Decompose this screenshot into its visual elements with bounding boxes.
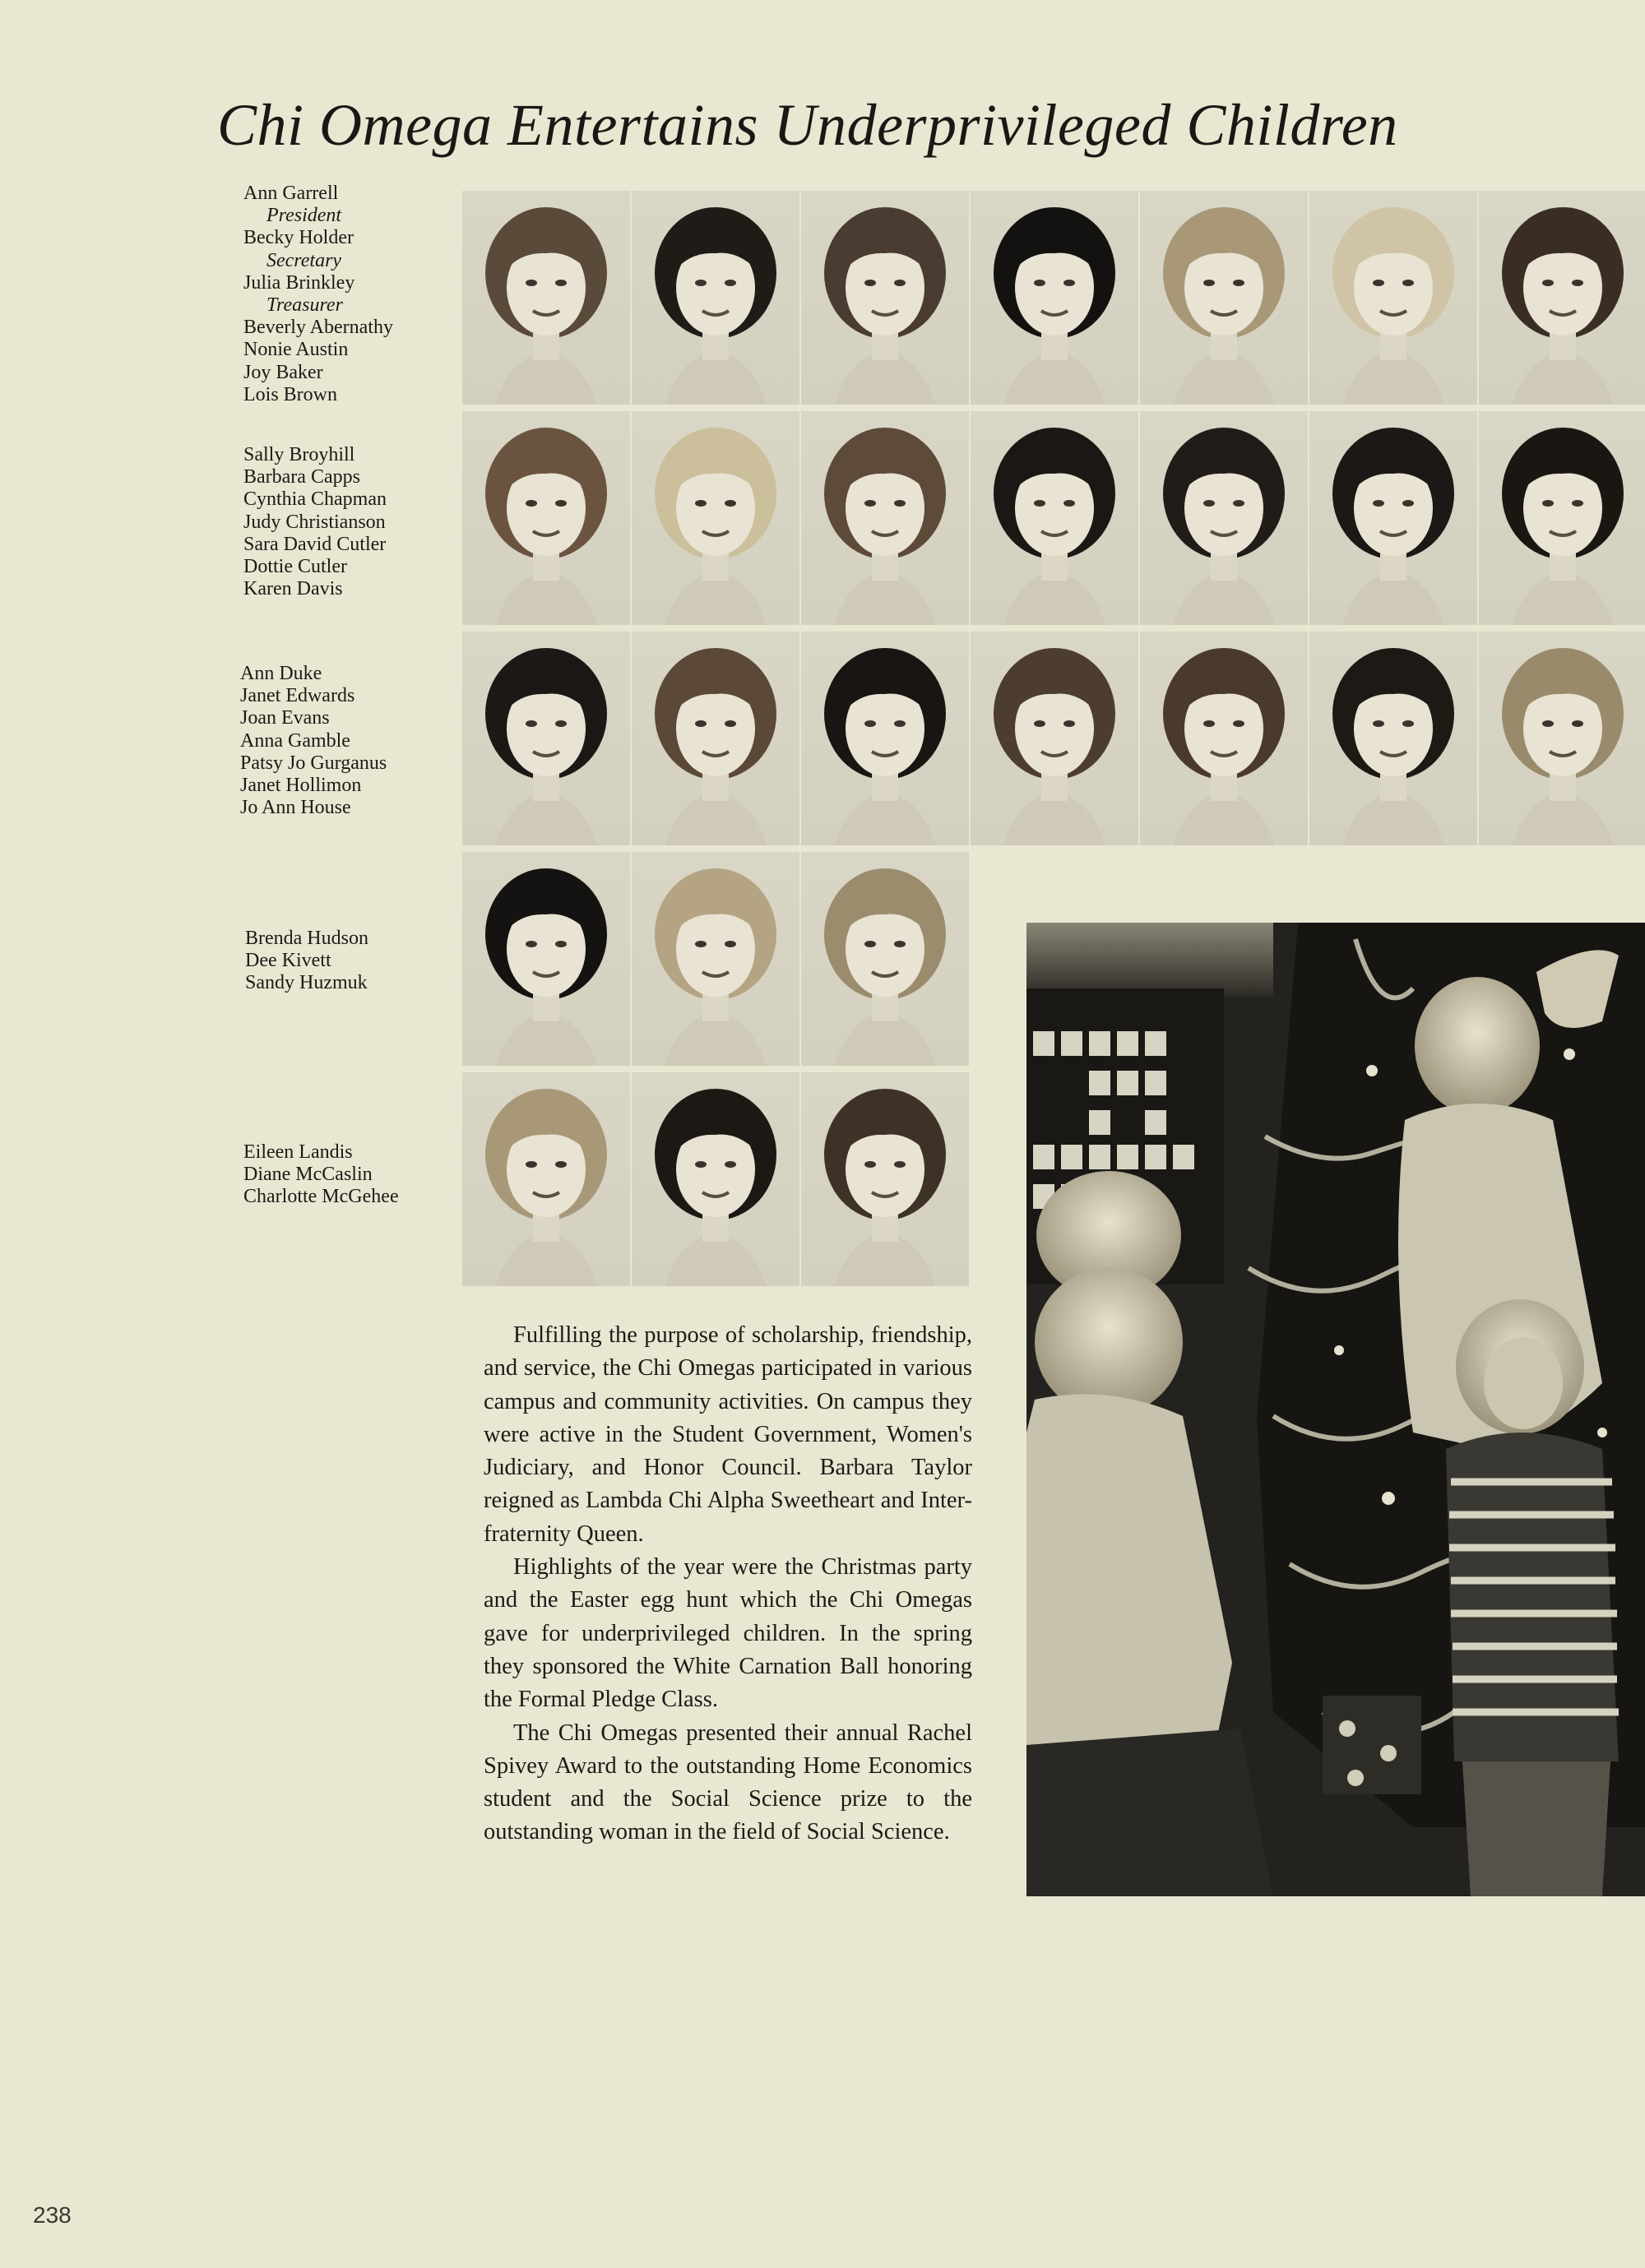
member-portrait xyxy=(462,411,630,625)
page-number: 238 xyxy=(33,2202,72,2228)
christmas-party-photo-image xyxy=(1026,923,1645,1896)
member-portrait xyxy=(1140,411,1308,625)
roster-block-5 xyxy=(243,1141,457,1209)
roster-name: Judy Christianson xyxy=(243,511,386,533)
article-body xyxy=(484,1319,972,1849)
article-paragraph: Fulfilling the purpose of scholarship, friendship, and service, the Chi Omegas participated in various campus and community activities. On campus they were active in the Student Government, Women's Judiciary, and Honor Council. Barbara Taylor reigned as Lambda Chi Alpha Sweetheart and Inter-fraternity Queen. xyxy=(484,1322,972,1547)
page-title: Chi Omega Entertains Underprivileged Children xyxy=(217,92,1398,158)
portrait-image xyxy=(971,411,1138,625)
article-paragraph: The Chi Omegas presented their annual Rachel Spivey Award to the outstanding Home Economics student and the Social Science prize to the outstanding woman in the field of Social Science. xyxy=(484,1720,972,1845)
roster-office: Treasurer xyxy=(266,294,343,317)
roster-name: Nonie Austin xyxy=(243,339,349,361)
roster-name: Sandy Huzmuk xyxy=(245,972,368,994)
roster-name: Beverly Abernathy xyxy=(243,317,393,339)
portrait-image xyxy=(632,411,799,625)
member-portrait xyxy=(801,191,969,405)
member-portrait xyxy=(632,1072,799,1286)
member-portrait xyxy=(801,1072,969,1286)
roster-name: Ann Duke xyxy=(240,663,322,684)
portrait-image xyxy=(801,191,969,405)
roster-name: Charlotte McGehee xyxy=(243,1186,399,1208)
portrait-image xyxy=(632,632,799,845)
portrait-image xyxy=(971,191,1138,405)
member-portrait xyxy=(1479,411,1645,625)
roster-block-4 xyxy=(245,928,459,995)
member-portrait xyxy=(1309,411,1477,625)
christmas-party-photo xyxy=(1026,923,1645,1896)
portrait-image xyxy=(1140,632,1308,845)
portrait-image xyxy=(971,632,1138,845)
roster-name: Cynthia Chapman xyxy=(243,488,387,511)
member-portrait xyxy=(801,411,969,625)
roster-name: Joan Evans xyxy=(240,707,330,729)
roster-name: Brenda Hudson xyxy=(245,928,368,949)
member-portrait xyxy=(1479,191,1645,405)
portrait-image xyxy=(801,632,969,845)
roster-block-2 xyxy=(243,444,457,600)
member-portrait xyxy=(462,191,630,405)
roster-name: Ann Garrell xyxy=(243,183,339,204)
member-portrait xyxy=(1309,632,1477,845)
roster-block-1 xyxy=(243,183,457,406)
member-portrait xyxy=(971,411,1138,625)
roster-name: Barbara Capps xyxy=(243,466,360,488)
portrait-image xyxy=(1140,411,1308,625)
roster-name: Joy Baker xyxy=(243,361,323,383)
portrait-image xyxy=(1479,632,1645,845)
portrait-image xyxy=(462,411,630,625)
member-portrait xyxy=(1309,191,1477,405)
roster-name: Becky Holder xyxy=(243,227,354,249)
roster-name: Jo Ann House xyxy=(240,797,351,819)
portrait-image xyxy=(632,191,799,405)
member-portrait xyxy=(801,632,969,845)
member-portrait xyxy=(971,632,1138,845)
member-portrait xyxy=(632,852,799,1066)
portrait-image xyxy=(462,852,630,1066)
roster-block-3 xyxy=(240,663,454,819)
roster-name: Lois Brown xyxy=(243,383,337,405)
member-portrait xyxy=(462,632,630,845)
roster-name: Anna Gamble xyxy=(240,729,350,752)
roster-name: Karen Davis xyxy=(243,578,343,600)
roster-name: Patsy Jo Gurganus xyxy=(240,752,387,774)
portrait-image xyxy=(801,852,969,1066)
portrait-image xyxy=(632,1072,799,1286)
roster-name: Sally Broyhill xyxy=(243,444,355,465)
article-paragraph: Highlights of the year were the Christmas party and the Easter egg hunt which the Chi Omegas gave for underprivileged children. In the spring they sponsored the White Carnation Ball honoring the Formal Pledge Class. xyxy=(484,1554,972,1713)
member-portrait xyxy=(462,852,630,1066)
roster-name: Janet Edwards xyxy=(240,685,355,707)
portrait-image xyxy=(1309,632,1477,845)
portrait-image xyxy=(1140,191,1308,405)
roster-office: Secretary xyxy=(266,249,342,271)
portrait-image xyxy=(462,191,630,405)
member-portrait xyxy=(632,191,799,405)
roster-name: Janet Hollimon xyxy=(240,775,362,797)
portrait-image xyxy=(462,632,630,845)
portrait-image xyxy=(632,852,799,1066)
portrait-image xyxy=(462,1072,630,1286)
roster-name: Sara David Cutler xyxy=(243,533,387,555)
portrait-image xyxy=(1309,411,1477,625)
roster-name: Diane McCaslin xyxy=(243,1164,373,1186)
roster-name: Dee Kivett xyxy=(245,950,331,972)
portrait-image xyxy=(1309,191,1477,405)
portrait-image xyxy=(801,411,969,625)
roster-name: Julia Brinkley xyxy=(243,271,355,294)
member-portrait xyxy=(971,191,1138,405)
member-portrait xyxy=(632,411,799,625)
portrait-image xyxy=(801,1072,969,1286)
portrait-image xyxy=(1479,411,1645,625)
roster-name: Dottie Cutler xyxy=(243,556,347,578)
roster-office: President xyxy=(266,205,342,227)
member-portrait xyxy=(632,632,799,845)
roster-name: Eileen Landis xyxy=(243,1141,353,1163)
member-portrait xyxy=(462,1072,630,1286)
member-portrait xyxy=(801,852,969,1066)
member-portrait xyxy=(1479,632,1645,845)
member-portrait xyxy=(1140,191,1308,405)
portrait-image xyxy=(1479,191,1645,405)
member-portrait xyxy=(1140,632,1308,845)
